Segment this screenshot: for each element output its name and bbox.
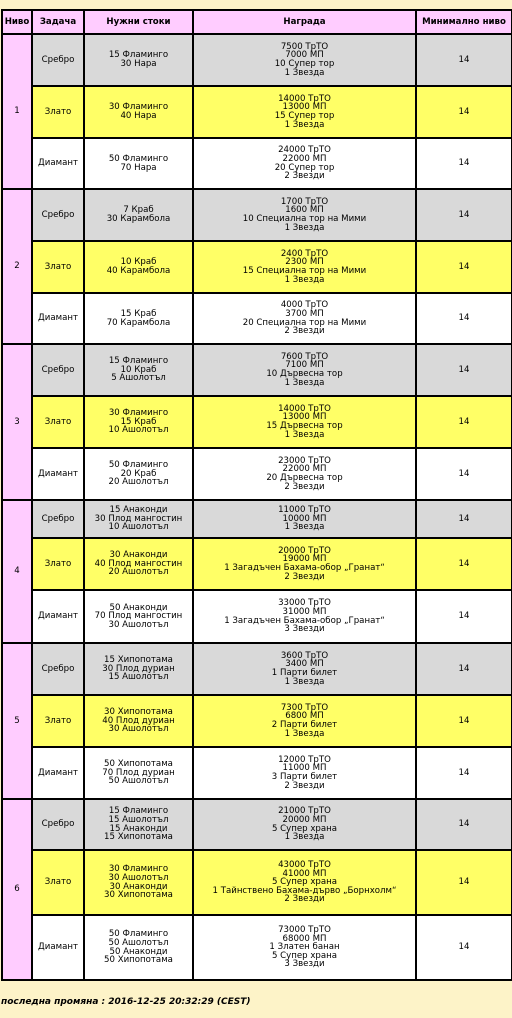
reward-cell-line: 15 Дървесна тор	[266, 421, 343, 431]
task-cell: Сребро	[32, 643, 84, 695]
goods-cell-line: 30 Анаконди	[109, 881, 168, 892]
goods-cell-line: 30 Фламинго	[108, 102, 169, 113]
reward-cell-line: 11000 ТрТО	[278, 505, 331, 516]
reward-cell	[193, 34, 416, 86]
table-row	[2, 86, 512, 138]
reward-cell-line: 1 Звезда	[284, 377, 325, 388]
min-level-cell: 14	[416, 747, 512, 799]
reward-cell-line: 20 Специална тор на Мими	[242, 317, 367, 328]
goods-cell	[84, 189, 193, 241]
task-cell: Диамант	[32, 138, 84, 189]
reward-cell-line: 31000 МП	[282, 606, 327, 617]
goods-cell-line: 30 Хипопотама	[104, 707, 173, 718]
goods-cell-line: 30 Плод мангостин	[94, 513, 183, 524]
goods-cell-line: 30 Фламинго	[108, 408, 169, 419]
min-level-cell: 14	[416, 500, 512, 538]
reward-cell-line: 1 Звезда	[284, 222, 325, 233]
task-cell: Злато	[32, 241, 84, 293]
reward-cell-line: 1 Звезда	[284, 429, 325, 440]
reward-cell-line: 41000 МП	[282, 868, 327, 879]
reward-cell-line: 1 Звезда	[284, 67, 325, 78]
reward-cell-line: 14000 ТрТО	[278, 93, 331, 104]
goods-cell	[84, 86, 193, 138]
min-level-cell: 14	[416, 86, 512, 138]
goods-cell	[84, 138, 193, 189]
goods-cell-line: 30 Плод дуриан	[102, 663, 175, 674]
goods-cell-line: 7 Краб	[123, 205, 154, 216]
reward-cell-line: 24000 ТрТО	[278, 145, 331, 156]
min-level-cell: 14	[416, 293, 512, 344]
reward-cell-line: 10 Специална тор на Мими	[242, 214, 367, 224]
reward-cell-line: 5 Супер храна	[271, 950, 338, 961]
goods-cell-line: 70 Нара	[120, 162, 157, 173]
task-cell: Злато	[32, 695, 84, 747]
reward-cell-line: 68000 МП	[282, 933, 327, 944]
reward-cell	[193, 448, 416, 500]
table-row	[2, 643, 512, 695]
reward-cell-line: 13000 МП	[282, 102, 327, 113]
reward-cell-line: 19000 МП	[282, 554, 327, 565]
task-cell: Диамант	[32, 747, 84, 799]
min-level-cell: 14	[416, 34, 512, 86]
reward-cell-line: 15 Супер тор	[274, 111, 335, 121]
reward-cell-line: 2 Звезди	[284, 571, 325, 582]
min-level-cell: 14	[416, 344, 512, 396]
table-row	[2, 448, 512, 500]
header-min-level: Минимално ниво	[416, 10, 512, 34]
reward-cell-line: 2 Звезди	[284, 780, 325, 791]
reward-cell-line: 5 Супер храна	[271, 877, 338, 888]
level-cell: 4	[2, 500, 32, 643]
reward-cell	[193, 915, 416, 980]
table-row	[2, 500, 512, 538]
goods-cell	[84, 538, 193, 590]
goods-cell	[84, 747, 193, 799]
reward-cell-line: 13000 МП	[282, 412, 327, 423]
header-level: Ниво	[2, 10, 32, 34]
goods-cell-line: 50 Фламинго	[108, 460, 169, 471]
level-cell: 5	[2, 643, 32, 799]
min-level-cell: 14	[416, 695, 512, 747]
reward-cell-line: 20 Дървесна тор	[266, 473, 343, 483]
goods-cell	[84, 695, 193, 747]
reward-cell	[193, 695, 416, 747]
reward-cell-line: 1 Парти билет	[271, 668, 338, 678]
reward-cell-line: 1 Звезда	[284, 728, 325, 739]
task-cell: Злато	[32, 86, 84, 138]
reward-cell-line: 23000 ТрТО	[278, 455, 331, 466]
table-row	[2, 344, 512, 396]
reward-cell-line: 20 Супер тор	[274, 162, 335, 173]
reward-cell	[193, 799, 416, 850]
task-cell: Злато	[32, 850, 84, 915]
reward-cell-line: 22000 МП	[282, 153, 327, 164]
table-row	[2, 915, 512, 980]
reward-cell-line: 3 Звезди	[284, 959, 325, 970]
table-row	[2, 189, 512, 241]
reward-cell-line: 73000 ТрТО	[278, 925, 331, 936]
table-row	[2, 396, 512, 448]
goods-cell-line: 50 Фламинго	[108, 929, 169, 940]
goods-cell-line: 15 Хипопотама	[104, 832, 173, 843]
goods-cell	[84, 590, 193, 643]
reward-cell	[193, 241, 416, 293]
reward-cell	[193, 293, 416, 344]
reward-cell-line: 10 Дървесна тор	[266, 369, 343, 379]
goods-cell-line: 50 Хипопотама	[104, 759, 173, 770]
goods-cell	[84, 293, 193, 344]
min-level-cell: 14	[416, 590, 512, 643]
goods-cell-line: 40 Плод дуриан	[102, 715, 175, 726]
goods-cell-line: 50 Хипопотама	[104, 955, 173, 966]
goods-cell-line: 15 Фламинго	[108, 356, 169, 367]
min-level-cell: 14	[416, 189, 512, 241]
reward-cell-line: 6800 МП	[285, 711, 324, 722]
goods-cell-line: 50 Анаконди	[109, 946, 168, 957]
task-cell: Диамант	[32, 590, 84, 643]
goods-cell-line: 30 Ашолотъл	[108, 872, 169, 883]
reward-cell-line: 1 Звезда	[284, 274, 325, 285]
goods-cell-line: 15 Хипопотама	[104, 655, 173, 666]
reward-cell-line: 1700 ТрТО	[280, 196, 329, 207]
goods-cell-line: 50 Ашолотъл	[108, 776, 169, 787]
goods-cell-line: 20 Краб	[120, 468, 157, 479]
level-cell: 1	[2, 34, 32, 189]
table-row	[2, 241, 512, 293]
table-row	[2, 34, 512, 86]
reward-cell-line: 1 Звезда	[284, 119, 325, 130]
goods-cell-line: 30 Ашолотъл	[108, 619, 169, 630]
reward-cell-line: 4000 ТрТО	[280, 300, 329, 311]
goods-cell-line: 15 Анаконди	[109, 823, 168, 834]
reward-cell-line: 20000 ТрТО	[278, 545, 331, 556]
table-row	[2, 799, 512, 850]
task-cell: Диамант	[32, 293, 84, 344]
goods-cell-line: 10 Ашолотъл	[108, 522, 169, 533]
reward-cell-line: 33000 ТрТО	[278, 598, 331, 609]
reward-cell	[193, 850, 416, 915]
goods-cell-line: 20 Ашолотъл	[108, 477, 169, 488]
reward-cell	[193, 344, 416, 396]
min-level-cell: 14	[416, 448, 512, 500]
reward-cell	[193, 747, 416, 799]
reward-cell-line: 2 Звезди	[284, 894, 325, 905]
goods-cell-line: 40 Нара	[120, 111, 157, 121]
goods-cell	[84, 344, 193, 396]
reward-cell-line: 43000 ТрТО	[278, 860, 331, 871]
reward-cell-line: 11000 МП	[282, 763, 327, 774]
goods-cell-line: 70 Карамбола	[106, 317, 171, 328]
task-cell: Диамант	[32, 448, 84, 500]
last-modified: последна промяна : 2016-12-25 20:32:29 (CEST)	[1, 997, 251, 1007]
header-task: Задача	[32, 10, 84, 34]
goods-cell	[84, 850, 193, 915]
goods-cell	[84, 915, 193, 980]
reward-cell-line: 2 Звезди	[284, 481, 325, 492]
header-row	[2, 10, 512, 34]
rewards-table	[1, 9, 512, 981]
reward-cell-line: 1 Загадъчен Бахама-обор „Гранат“	[224, 615, 385, 626]
goods-cell-line: 30 Нара	[120, 59, 157, 69]
goods-cell-line: 15 Краб	[120, 308, 157, 319]
goods-cell	[84, 396, 193, 448]
table-row	[2, 293, 512, 344]
min-level-cell: 14	[416, 799, 512, 850]
goods-cell-line: 30 Анаконди	[109, 550, 168, 561]
goods-cell-line: 15 Ашолотъл	[108, 672, 169, 683]
goods-cell-line: 15 Фламинго	[108, 50, 169, 61]
reward-cell-line: 2400 ТрТО	[280, 248, 329, 259]
reward-cell-line: 22000 МП	[282, 464, 327, 475]
min-level-cell: 14	[416, 241, 512, 293]
table-row	[2, 850, 512, 915]
reward-cell	[193, 86, 416, 138]
goods-cell-line: 10 Краб	[120, 257, 157, 268]
reward-cell-line: 3600 ТрТО	[280, 650, 329, 661]
reward-cell-line: 2 Звезди	[284, 326, 325, 337]
reward-cell-line: 20000 МП	[282, 814, 327, 825]
reward-cell	[193, 189, 416, 241]
reward-cell-line: 2 Звезди	[284, 171, 325, 182]
goods-cell	[84, 799, 193, 850]
reward-cell-line: 1 Звезда	[284, 522, 325, 533]
header-reward: Награда	[193, 10, 416, 34]
reward-cell-line: 1 Звезда	[284, 676, 325, 687]
table-row	[2, 590, 512, 643]
goods-cell	[84, 500, 193, 538]
reward-cell-line: 7300 ТрТО	[280, 702, 329, 713]
table-row	[2, 138, 512, 189]
reward-cell-line: 1 Загадъчен Бахама-обор „Гранат“	[224, 563, 385, 573]
reward-cell-line: 2 Парти билет	[271, 720, 338, 730]
reward-cell	[193, 138, 416, 189]
goods-cell-line: 30 Ашолотъл	[108, 724, 169, 735]
goods-cell-line: 40 Карамбола	[106, 266, 171, 276]
reward-cell-line: 7000 МП	[285, 50, 324, 61]
reward-cell-line: 3700 МП	[285, 308, 324, 319]
table-body	[2, 34, 512, 980]
task-cell: Злато	[32, 538, 84, 590]
reward-cell	[193, 500, 416, 538]
min-level-cell: 14	[416, 850, 512, 915]
reward-cell-line: 7500 ТрТО	[280, 41, 329, 52]
goods-cell-line: 15 Фламинго	[108, 806, 169, 817]
task-cell: Сребро	[32, 34, 84, 86]
reward-cell-line: 1 Тайнствено Бахама-дърво „Борнхолм“	[212, 885, 397, 896]
goods-cell	[84, 448, 193, 500]
reward-cell-line: 3400 МП	[285, 659, 324, 670]
goods-cell	[84, 241, 193, 293]
goods-cell-line: 70 Плод мангостин	[94, 611, 183, 622]
reward-cell-line: 12000 ТрТО	[278, 754, 331, 765]
reward-cell-line: 10000 МП	[282, 513, 327, 524]
task-cell: Сребро	[32, 344, 84, 396]
reward-cell	[193, 643, 416, 695]
goods-cell-line: 20 Ашолотъл	[108, 567, 169, 578]
min-level-cell: 14	[416, 538, 512, 590]
task-cell: Сребро	[32, 799, 84, 850]
goods-cell-line: 30 Хипопотама	[104, 890, 173, 901]
reward-cell	[193, 396, 416, 448]
reward-cell-line: 1 Златен банан	[269, 942, 340, 953]
reward-cell	[193, 590, 416, 643]
goods-cell-line: 10 Краб	[120, 364, 157, 375]
level-cell: 6	[2, 799, 32, 980]
goods-cell-line: 40 Плод мангостин	[94, 558, 183, 569]
reward-cell-line: 3 Звезди	[284, 624, 325, 635]
min-level-cell: 14	[416, 915, 512, 980]
table-row	[2, 695, 512, 747]
reward-cell-line: 15 Специална тор на Мими	[242, 266, 367, 276]
task-cell: Злато	[32, 396, 84, 448]
goods-cell	[84, 34, 193, 86]
reward-cell-line: 1 Звезда	[284, 832, 325, 843]
reward-cell-line: 1600 МП	[285, 205, 324, 216]
table-row	[2, 747, 512, 799]
level-cell: 3	[2, 344, 32, 500]
goods-cell-line: 10 Ашолотъл	[108, 425, 169, 436]
goods-cell-line: 50 Фламинго	[108, 153, 169, 164]
reward-cell-line: 5 Супер храна	[271, 823, 338, 834]
goods-cell-line: 30 Фламинго	[108, 864, 169, 875]
task-cell: Сребро	[32, 500, 84, 538]
goods-cell-line: 50 Ашолотъл	[108, 937, 169, 948]
reward-cell-line: 10 Супер тор	[274, 59, 335, 69]
level-cell: 2	[2, 189, 32, 344]
goods-cell-line: 15 Ашолотъл	[108, 814, 169, 825]
reward-cell	[193, 538, 416, 590]
header-goods: Нужни стоки	[84, 10, 193, 34]
goods-cell-line: 70 Плод дуриан	[102, 767, 175, 778]
goods-cell-line: 5 Ашолотъл	[111, 373, 166, 384]
reward-cell-line: 3 Парти билет	[271, 772, 338, 782]
min-level-cell: 14	[416, 396, 512, 448]
reward-cell-line: 7100 МП	[285, 360, 324, 371]
reward-cell-line: 21000 ТрТО	[278, 806, 331, 817]
reward-cell-line: 7600 ТрТО	[280, 351, 329, 362]
reward-cell-line: 2300 МП	[285, 257, 324, 268]
task-cell: Диамант	[32, 915, 84, 980]
goods-cell-line: 30 Карамбола	[106, 214, 171, 224]
reward-cell-line: 14000 ТрТО	[278, 403, 331, 414]
goods-cell	[84, 643, 193, 695]
task-cell: Сребро	[32, 189, 84, 241]
min-level-cell: 14	[416, 138, 512, 189]
table-row	[2, 538, 512, 590]
min-level-cell: 14	[416, 643, 512, 695]
goods-cell-line: 50 Анаконди	[109, 602, 168, 613]
goods-cell-line: 15 Анаконди	[109, 505, 168, 516]
goods-cell-line: 15 Краб	[120, 416, 157, 427]
